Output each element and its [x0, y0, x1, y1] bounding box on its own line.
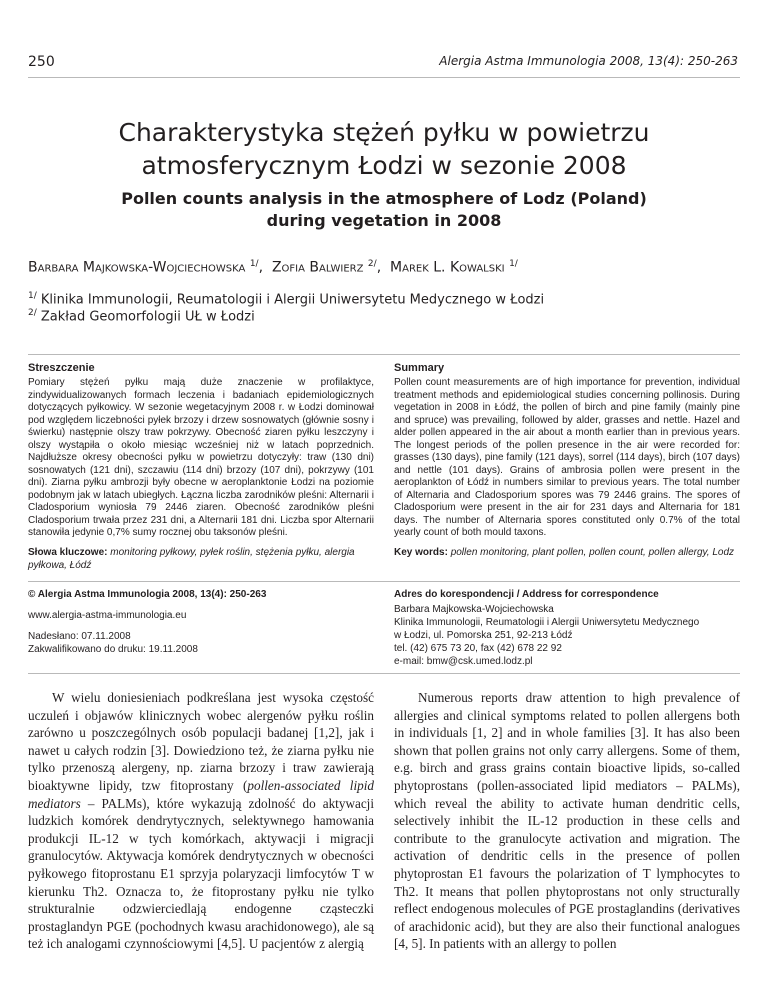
correspondence-phone: tel. (42) 675 73 20, fax (42) 678 22 92: [394, 643, 562, 654]
body-text-polish: W wielu doniesieniach podkreślana jest wysoka częstość uczuleń i objawów klinicznych wobec alergenów pyłku roślin zarówno u poszczególnych osób populacji badanej [1,2], jak i nawet u całych rodzin [3]. Dowiedziono też, że ziarna pyłku nie tylko przenoszą alergeny, np. ziarna brzozy i traw zawierają bioaktywne lipidy, tzw fitoprostany (pollen-associated lipid mediators – PALMs), które wykazują zdolność do aktywacji ludzkich komórek dendrytycznych, selektywnego hamowania produkcji IL-12 w tych komórkach, aktywacji i migracji granulocytów. Aktywacja komórek dendrytycznych w obecności pyłkowego fitoprostanu E1 sprzyja polaryzacji limfocytów T w kierunku Th2. Oznacza to, że fitoprostany pyłku nie tylko strukturalnie odzwierciedlają endogenne cząsteczki prostaglandyn PGE (pochodnych kwasu arachidonowego), ale są też ich analogami czynnościowymi [4,5]. U pacjentów z alergią: [28, 690, 374, 952]
title-polish: [60, 116, 708, 182]
copyright-line: © Alergia Astma Immunologia 2008, 13(4): 250-263: [28, 589, 267, 600]
author-list: Barbara Majkowska-Wojciechowska $^{1/}$, Zofia Balwierz $^{2/}$, Marek L. Kowalski $^{1/}$: [28, 259, 518, 276]
keywords-polish: Słowa kluczowe: monitoring pyłkowy, pyłek roślin, stężenia pyłku, alergia pyłkowa, Łódź: [28, 547, 355, 571]
header-rule: [28, 77, 740, 78]
correspondence-institution: Klinika Immunologii, Reumatologii i Alergii Uniwersytetu Medycznego: [394, 617, 700, 628]
correspondence-heading: Adres do korespondencji / Address for correspondence: [394, 589, 659, 600]
title-polish-line-1: Charakterystyka stężeń pyłku w powietrzu: [118, 118, 650, 147]
info-top-rule: [28, 581, 740, 582]
keywords-english: Key words: pollen monitoring, plant pollen, pollen count, pollen allergy, Lodz: [394, 547, 735, 558]
abstract-polish: [28, 362, 374, 540]
title-english: [60, 188, 708, 232]
author-affiliation-mark: 2/: [367, 259, 377, 269]
title-english-line-1: Pollen counts analysis in the atmosphere of Lodz (Poland): [121, 189, 647, 208]
title-english-line-2: during vegetation in 2008: [266, 211, 502, 230]
body-text-english: Numerous reports draw attention to high prevalence of allergies and clinical symptoms related to pollen allergens both in individuals [1, 2] and in whole families [3]. It has also been shown that pollen grains not only carry allergens. Some of them, e.g. birch and grass grains contain bioactive lipids, so-called phytoprostans (pollen-associated lipid mediators – PALMs), which reveal the ability to activate human dendritic cells, selectively inhibit the IL-12 production in these cells and contribute to the granulocyte activation and migration. The activation of dendritic cells in the presence of pollen phytoprostan E1 favours the polarization of T lymphocytes to Th2. It means that pollen phytoprostans not only structurally reflect endogenous molecules of PGE prostaglandins (derivatives of arachidonic acid), but they are also their functional analogues [4, 5]. In patients with an allergy to pollen: [394, 690, 740, 952]
page-number: 250: [28, 54, 55, 70]
abstract-polish-text: Pomiary stężeń pyłku mają duże znaczenie w profilaktyce, zindywidualizowanych formach leczenia i badaniach epidemiologicznych dotyczących pyłkowicy. W sezonie wegetacyjnym 2008 r. w Łodzi dominował pod względem liczebności pyłek brzozy i drzew sosnowatych (głównie sosny i świerku) następnie olszy traw pokrzywy. Obecność ziaren pyłku leszczyny i olszy wystąpiła o około miesiąc wcześniej niż w latach poprzednich. Najdłuższe okresy obecności pyłku w powietrzu dotyczyły: traw (130 dni) sosnowatych (121 dni), szczawiu (114 dni) brzozy (107 dni), pokrzywy (101 dni). Ziarna pyłku ambrozji były obecne w aeroplanktonie Łodzi na poziomie podobnym jak w latach ubiegłych. Łączna liczba zarodników pleśni: Alternarii i Cladosporium wyniosła 79 2446 ziaren. Obecność zarodników pleśni Cladosporium trwała przez 231 dni, a Alternarii 181 dni. Liczba spor Alternarii stanowiła jedynie 0,7% sumy rocznej obu taksonów pleśni.: [28, 377, 374, 538]
correspondence-block: [394, 589, 740, 668]
author-name: Zofia Balwierz: [271, 259, 364, 276]
affiliation-2: $^{2/}$ Zakład Geomorfologii UŁ w Łodzi: [28, 308, 255, 325]
abstract-english: [394, 362, 740, 540]
submitted-date: Nadesłano: 07.11.2008: [28, 631, 131, 642]
author-name: Marek L. Kowalski: [390, 259, 505, 276]
title-polish-line-2: atmosferycznym Łodzi w sezonie 2008: [141, 151, 627, 180]
correspondence-email[interactable]: e-mail: bmw@csk.umed.lodz.pl: [394, 656, 533, 667]
abstract-top-rule: [28, 354, 740, 355]
abstract-english-text: Pollen count measurements are of high importance for prevention, individual treatment methods and epidemiological studies concerning pollinosis. During vegetation in 2008 in Łódź, the pollen of birch and pine family (mainly pine and spruce) was prevailing, followed by alder, grasses and nettle. Hazel and alder pollen appeared in the air about a month earlier than in previous years. The longest periods of the pollen presence in the air were recorded for: grasses (130 days), pine family (121 days), sorrel (114 days), birch (107 days) and nettle (101 days). Grains of ambrosia pollen were present in the aeroplankton of Łódź in numbers similar to previous years. The total number of Alternaria and Cladosporium spores was 79 2446 grains. The spores of Cladosporium were present in the air for 231 days and Alternaria for 181 days. The number of Alternaria spores constituted only 0.7% of the total yearly count of both mould taxons.: [394, 377, 740, 538]
affiliation-1: $^{1/}$ Klinika Immunologii, Reumatologii i Alergii Uniwersytetu Medycznego w Łodzi: [28, 291, 545, 308]
abstract-polish-heading: Streszczenie: [28, 362, 95, 374]
abstract-english-heading: Summary: [394, 362, 445, 374]
author-affiliation-mark: 1/: [249, 259, 259, 269]
accepted-date: Zakwalifikowano do druku: 19.11.2008: [28, 644, 198, 655]
body-top-rule: [28, 673, 740, 674]
correspondence-address: w Łodzi, ul. Pomorska 251, 92-213 Łódź: [394, 630, 573, 641]
journal-website-link[interactable]: www.alergia-astma-immunologia.eu: [28, 610, 187, 621]
journal-citation: Alergia Astma Immunologia 2008, 13(4): 250-263: [439, 54, 738, 68]
author-affiliation-mark: 1/: [509, 259, 518, 269]
article-info: [28, 589, 374, 656]
correspondence-name: Barbara Majkowska-Wojciechowska: [394, 604, 554, 615]
author-name: Barbara Majkowska-Wojciechowska: [28, 259, 246, 276]
